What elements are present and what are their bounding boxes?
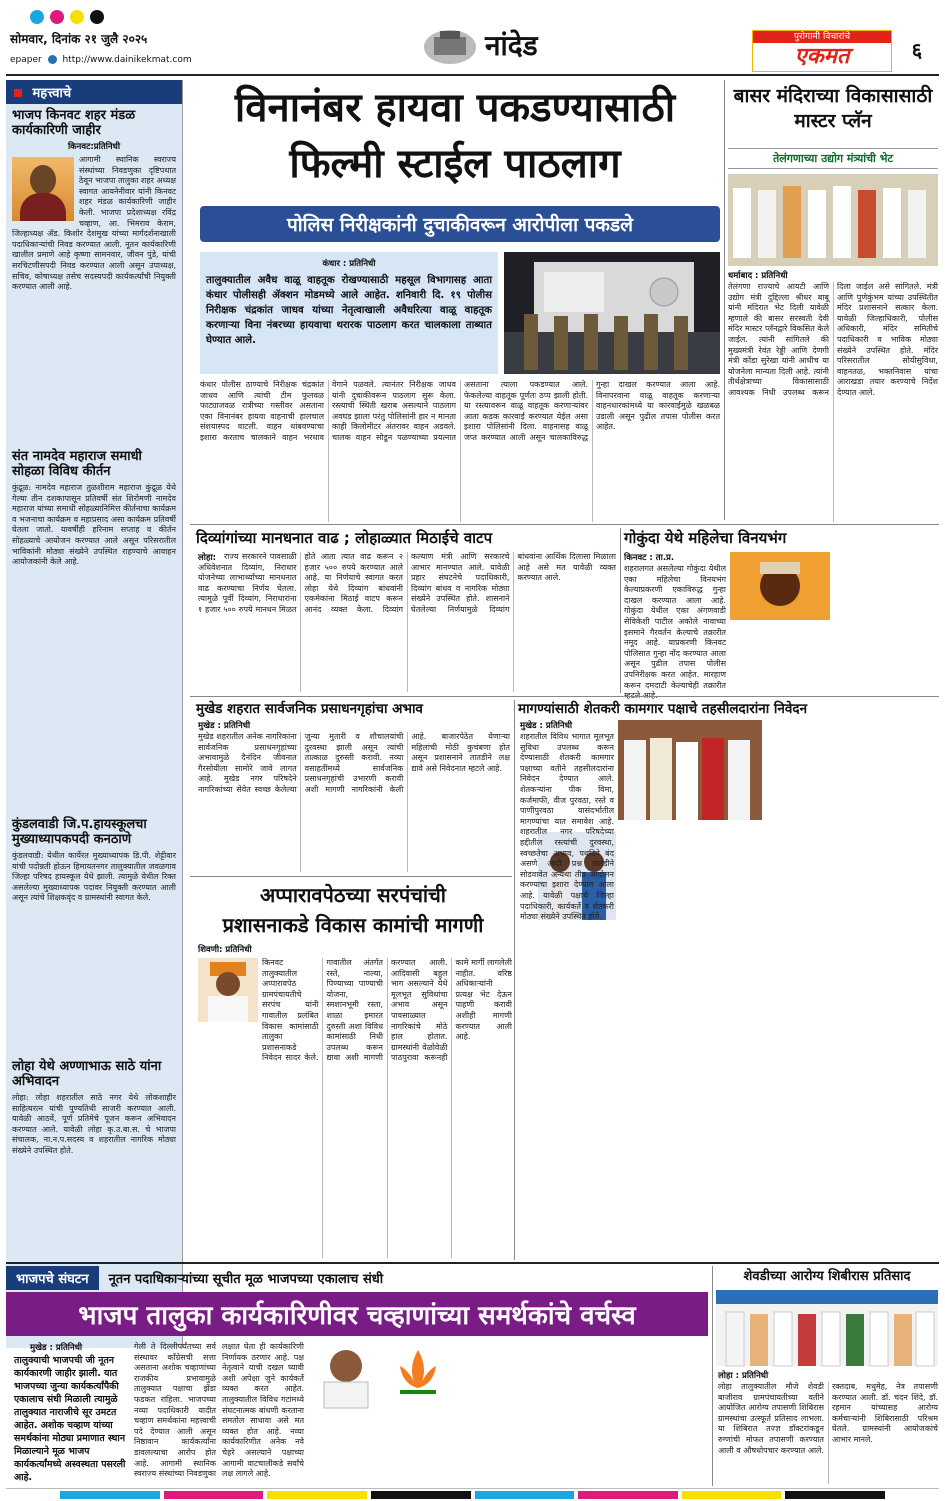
bjp-body-cont2 bbox=[450, 1342, 706, 1484]
appa-headline bbox=[196, 880, 510, 940]
footer-swatch-magenta bbox=[164, 1491, 264, 1499]
rule-3 bbox=[190, 876, 512, 877]
issue-date: सोमवार, दिनांक २१ जुलै २०२५ bbox=[10, 32, 148, 46]
shewdi-headline: शेवडीच्या आरोग्य शिबीरास प्रतिसाद bbox=[743, 1269, 911, 1284]
sidebar bbox=[6, 80, 183, 1348]
bjp-strip-text: नूतन पदाधिकाऱ्यांच्या सूचीत मूळ भाजपच्या एकालाच संधी bbox=[108, 1272, 384, 1287]
bjp-byline: मुखेड : प्रतिनिधी bbox=[30, 1343, 83, 1353]
sidebar-item4-headline: लोहा येथे अण्णाभाऊ साठे यांना अभिवादन bbox=[12, 1059, 162, 1089]
bjp-headline-bar bbox=[6, 1292, 708, 1336]
bjp-intro: तालुक्याची भाजपची जी नूतन कार्यकारणी जाहीर झाली. यात भाजपच्या जुन्या कार्यकर्त्यांपैकी एकालाच संधी मिळाली त्यामुळे तालुक्यात नाराजीचे सूर उमटत आहेत. अशोक चव्हाण यांच्या समर्थकांना मोठ्या प्रमाणात स्थान मिळाल्याने मूळ भाजप कार्यकर्त्यांमध्ये अस्वस्थता पसरली आहे. bbox=[14, 1355, 126, 1483]
mukhed-headline: मुखेड शहरात सार्वजनिक प्रसाधनगृहांचा अभाव bbox=[196, 701, 423, 717]
gokunda-body: शहरालगत असलेल्या गोकुंदा येथील एका महिलेचा विनयभंग केल्याप्रकरणी एकाविरुद्ध गुन्हा दाखल करण्यात आला आहे. गोकुंदा येथील एका अंगणवाडी सेविकेशी पाटील अकोले नावाच्या इसमाने गैरवर्तन केल्याचे तक्रारीत नमूद आहे. याप्रकरणी किनवट पोलिसात गुन्हा नोंद करण्यात आला असून पुढील तपास पोलीस उपनिरीक्षक करत आहेत. मारहाण करून दमदाटी केल्याचेही तक्रारीत bbox=[624, 564, 726, 690]
sidebar-item3-headline: कुंडलवाडी जि.प.हायस्कूलचा मुख्याध्यापकपदी कनठाणे bbox=[12, 817, 147, 847]
sidebar-label bbox=[6, 80, 182, 104]
footer-swatch-black bbox=[371, 1491, 471, 1499]
appa-headline-line2: प्रशासनाकडे विकास कामांची मागणी bbox=[222, 913, 484, 937]
magny-body-side bbox=[766, 720, 938, 920]
basar-photo bbox=[728, 174, 938, 266]
magny-body: शहरातील विविध भागात मूलभूत सुविधा उपलब्ध करून देण्यासाठी शेतकरी कामगार पक्षाच्या वतीने तहसीलदारांना निवेदन देण्यात आले. शेतकऱ्यांना पीक विमा, कर्जमाफी, वीज पुरवठा, रस्ते व पाणीपुरवठा यासंदर्भातील मागण्यांचा यात समावेश आहे. शहरातील नगर परिषदेच्या हद्दीतील रस्त्यांची दुरवस्था, स्वच्छतेचा अभाव, पथदिवे बंद असणे आदी प्रश्न तातडीने सोडवावेत अन्यथा तीव्र आंदोलन करण्याचा इशारा देण्यात आला आहे. यावेळी पक्षाचे जिल्हा पदाधिकारी, कार्यकर्ते व शेतकरी मोठ्या संख्येने उपस्थित होते. bbox=[520, 732, 614, 922]
basar-headline: बासर मंदिराच्या विकासासाठी मास्टर प्लॅन bbox=[733, 85, 933, 132]
bjp-photo-leader bbox=[308, 1342, 384, 1408]
masthead-rule bbox=[6, 74, 939, 76]
basar-byline: धर्माबाद : प्रतिनिधी bbox=[728, 271, 788, 281]
magny-photo-1 bbox=[618, 720, 762, 820]
appa-headline-line1: अप्पारावपेठच्या सरपंचांची bbox=[260, 883, 446, 907]
lead-body: कंधार पोलीस ठाण्याचे निरीक्षक चंद्रकांत जाधव आणि त्यांची टीम फुलवळ फाट्याजवळ रात्रीच्या गस्तीवर असताना एका विनानंबर हायवा वाहनाची हालचाल संशयास्पद वाटली. वाहन थांबवण्याचा इशारा करताच चालकाने वाहन भरधाव वेगाने पळवले. त्यानंतर निरीक्षक जाधव यांनी दुचाकीवरून पाठलाग सुरू केला. रस्त्याची स्थिती खराब असल्याने पाठलाग अवघड झाला परंतु पोलिसांनी हार न मानता काही किलोमीटर अंतरावर वाहन अडवले. चालक वाहन सोडून पळण्याच्या प्रयत्नात असताना त्याला पकडण्यात आले. फेकलेल्या वाहतूक पूर्णतः ठप्प झाली होती. या रस्त्यावरून वाळू वाहतूक करणाऱ्यांवर आता कडक कारवाई करण्यात येईल असा इशारा पोलिसांनी दिला. वाहनासह वाळू जप्त करण्यात आली असून चालकाविरुद्ध गुन्हा दाखल करण्यात आला आहे. विनापरवाना वाळू वाहतूक करणाऱ्या वाहनधारकांमध्ये या कारवाईमुळे खळबळ उडाली असून पुढील तपास पोलीस करत आहेत. bbox=[200, 380, 720, 442]
gokunda-body-cont bbox=[836, 552, 938, 692]
magny-body-cont bbox=[520, 924, 938, 1254]
basar-divider bbox=[724, 80, 725, 520]
footer-color-bar bbox=[60, 1491, 885, 1499]
footer-swatch-cyan-2 bbox=[475, 1491, 575, 1499]
brand-box bbox=[752, 30, 892, 72]
shewdi-body: लोहा तालुक्यातील मौजे शेवडी बाजीराव ग्रामपंचायतीच्या वतीने आयोजित आरोग्य तपासणी शिबिरास ग्रामस्थांचा उत्स्फूर्त प्रतिसाद लाभला. या शिबिरात तज्ज्ञ डॉक्टरांकडून रुग्णांची मोफत तपासणी करण्यात आली व औषधोपचार करण्यात आले. रक्तदाब, मधुमेह, नेत्र तपासणी करण्यात आली. डॉ. चंदन शिंदे, डॉ. रहमान यांच्यासह आरोग्य कर्मचाऱ्यांनी शिबिरासाठी परिश्रम घेतले. ग्रामस्थांनी आयोजकांचे आभार मानले. bbox=[718, 1382, 938, 1455]
sidebar-item1-byline: किनवट:प्रतिनिधी bbox=[67, 142, 121, 152]
appa-byline: शिवणी: प्रतिनिधी bbox=[198, 945, 252, 955]
sidebar-item1-text: आगामी स्थानिक स्वराज्य संस्थांच्या निवडणुका दृष्टिपथात ठेवून भाजपा तालुका शहर अध्यक्ष स्वागत आयनेनीवार यांनी किनवट शहर मंडळ कार्यकारिणी जाहीर केली. भाजपा प्रदेशाध्यक्ष रविंद्र चव्हाण, आ. भिमराव केराम, जिल्हाध्यक्ष ॲड. किशोर देशमुख यांच्या मार्गदर्शनाखाली पदाधिकाऱ्यांची निवड करण्यात आली. नूतन कार्यकारिणी खालील प्रमाणे आहे कृष्णा सामनवार, जीवन पुंडे, यांची सरचिटणीसपदी निवड करण्यात आली असून उपाध्यक्ष, सचिव, कोषाध्यक्ष तसेच सदस्यपदी कार्यकर्त्यांची नियुक्ती करण्यात आली आहे. bbox=[12, 155, 176, 292]
globe-icon bbox=[48, 55, 57, 64]
masthead bbox=[0, 0, 945, 74]
bjp-body-cont bbox=[308, 1412, 446, 1484]
basar-body: तेलंगणा राज्याचे आयटी आणि उद्योग मंत्री दुद्दिल्ला श्रीधर बाबू यांनी मंदिरात भेट दिली यावेळी म्हणाले की बासर सरस्वती देवी मंदिर मास्टर प्लॅनद्वारे विकसित केले जाईल. त्यांनी सांगितले की मुख्यमंत्री रेवंत रेड्डी आणि देणगी मंत्री कोंडा सुरेखा यांनी आधीच या योजनेला मान्यता दिली आहे. त्यांनी तीर्थक्षेत्राच्या विकासासाठी आवश्यक निधी उपलब्ध करून दिला जाईल असे सांगितले. मंत्री आणि पुणेकुंभम यांच्या उपस्थितीत मंदिर प्रशासनाने सत्कार केला. यावेळी जिल्हाधिकारी, पोलीस अधिकारी, मंदिर समितीचे पदाधिकारी व भाविक मोठ्या संख्येने उपस्थित होते. मंदिर परिसरातील सोयीसुविधा, वाहनतळ, भक्तनिवास यांचा आराखडा तयार करण्याचे निर्देश देण्यात आले. bbox=[728, 282, 938, 397]
lead-subhead: पोलिस निरीक्षकांनी दुचाकीवरून आरोपीला पकडले bbox=[286, 214, 634, 236]
footer-swatch-yellow-2 bbox=[682, 1491, 782, 1499]
lead-photo-truck bbox=[504, 252, 720, 374]
shewdi-photo bbox=[716, 1290, 938, 1366]
sidebar-item1-headline: भाजप किनवट शहर मंडळ कार्यकारिणी जाहीर bbox=[12, 108, 136, 138]
divyang-body: राज्य सरकारने पावसाळी अधिवेशनात दिव्यांग, निराधार योजनेच्या लाभार्थ्यांच्या मानधनात वाढ करण्याचा निर्णय घेतला. त्यामुळे पूर्वी दिव्यांग, निराधारांना १ हजार ५०० रुपये मानधन मिळत होते आता त्यात वाढ करून २ हजार ५०० रुपये करण्यात आले आहे. या निर्णयाचे स्वागत करत लोहा येथे दिव्यांग बांधवांनी एकमेकांना मिठाई वाटप करून आनंद व्यक्त केला. दिव्यांग कल्याण मंत्री आणि सरकारचे आभार मानण्यात आले. यावेळी प्रहार संघटनेचे पदाधिकारी, दिव्यांग बांधव व नागरिक मोठ्या संख्येने उपस्थित होते. शासनाने घेतलेल्या निर्णयामुळे दिव्यांग बांधवांना आर्थिक दिलासा मिळाला आहे असे मत यावेळी व्यक्त करण्यात आले. bbox=[198, 552, 616, 614]
mukhed-byline: मुखेड : प्रतिनिधी bbox=[198, 721, 251, 731]
divyang-byline: लोहा: bbox=[198, 553, 217, 563]
footer-swatch-black-2 bbox=[785, 1491, 885, 1499]
lead-headline bbox=[190, 80, 720, 200]
page-number: ६ bbox=[911, 38, 923, 62]
bjp-strip-label: भाजपचे संघटन bbox=[6, 1266, 99, 1290]
brand-name: एकमत bbox=[794, 44, 850, 69]
city-name: नांदेड bbox=[485, 29, 538, 62]
epaper-label: epaper bbox=[10, 55, 42, 65]
footer-swatch-yellow bbox=[267, 1491, 367, 1499]
website-link[interactable]: http://www.dainikekmat.com bbox=[62, 55, 192, 65]
bjp-body: गेली ते दिल्लीपर्यंतच्या सर्व संस्थावर कॉंग्रेसची सत्ता असताना अशोक चव्हाणांच्या राजकीय प्रभावामुळे तालुक्यात पक्षाचा झेंडा फडकत राहिला. भाजपच्या नव्या पदाधिकारी यादीत चव्हाण समर्थकांना महत्त्वाची पदे देण्यात आली असून निष्ठावान कार्यकर्त्यांना डावलल्याचा आरोप होत आहे. आगामी स्थानिक स्वराज्य संस्थांच्या निवडणुका लक्षात घेता ही कार्यकारिणी निर्णायक ठरणार आहे. पक्ष नेतृत्वाने याची दखल घ्यावी अशी अपेक्षा जुने कार्यकर्ते व्यक्त करत आहेत. तालुक्यातील विविध गटांमध्ये संघटनात्मक बांधणी करताना समतोल साधावा असे मत व्यक्त होत आहे. नव्या कार्यकारिणीत अनेक नवे चेहरे असल्याने पक्षाच्या आगामी वाटचालीकडे सर्वांचे लक्ष लागले आहे. bbox=[134, 1342, 304, 1479]
gokunda-byline: किनवट : ता.प्र. bbox=[624, 553, 675, 563]
divyang-headline: दिव्यांगांच्या मानधनात वाढ ; लोहाळ्यात मिठाईचे वाटप bbox=[196, 529, 493, 547]
sidebar-item2-text: कुंद्रूळ: नामदेव महाराज तुळशीराम महाराज कुंद्रूळ येथे गेल्या तीन दशकापासून प्रतिवर्षी संत शिरोमणी नामदेव महाराज यांच्या समाधी सोहळ्यानिमित्त कीर्तनाचा कार्यक्रम व भजनाचा कार्यक्रम व महाप्रसाद असा कार्यक्रम प्रतिवर्षी घेतला जातो. यावर्षीही हरिनाम सप्ताह व कीर्तन सोहळ्याचे आयोजन करण्यात आले असून परिसरातील भाविकांनी मोठ्या संख्येने उपस्थित राहण्याचे आवाहन आयोजकांनी केले आहे. bbox=[12, 483, 176, 567]
bullet-icon bbox=[14, 89, 22, 97]
lotus-icon bbox=[390, 1342, 446, 1408]
sidebar-label-text: महत्त्वाचे bbox=[32, 86, 72, 101]
footer-swatch-cyan bbox=[60, 1491, 160, 1499]
footer-rule bbox=[6, 1488, 939, 1489]
magny-byline: मुखेड : प्रतिनिधी bbox=[520, 721, 573, 731]
sidebar-item4-text: लोहा: लोहा शहरातील साठे नगर येथे लोकशाहीर साहित्यरत्न यांची पुण्यतिथी साजरी करण्यात आली. यावेळी आठवें, पूर्ण प्रतिमेचे पूजन करून अभिवादन करण्यात आले. यावेळी लोहा कृ.उ.बा.स. चे भाजपा संचालक, ना.न.प.सदस्य व शहरातील नागरिक मोठ्या संख्येने उपस्थित होते. bbox=[12, 1093, 176, 1155]
brand-tagline: पुरोगामी विचारांचे bbox=[753, 31, 891, 43]
magny-divider bbox=[514, 700, 515, 1260]
appa-body: किनवट तालुक्यातील अप्पारावपेठ ग्रामपंचायतीचे सरपंच यांनी गावातील प्रलंबित विकास कामांसाठी तालुका प्रशासनाकडे निवेदन सादर केले. गावातील अंतर्गत रस्ते, नाल्या, पिण्याच्या पाण्याची योजना, स्मशानभूमी रस्ता, शाळा इमारत दुरुस्ती अशा विविध कामांसाठी निधी उपलब्ध करून द्यावा अशी मागणी करण्यात आली. आदिवासी बहुल भाग असल्याने येथे मूलभूत सुविधांचा अभाव असून पावसाळ्यात नागरिकांचे मोठे हाल होतात. ग्रामस्थांनी वेळोवेळी पाठपुरावा करूनही कामे मार्गी लागलेली नाहीत. वरिष्ठ अधिकाऱ्यांनी प्रत्यक्ष भेट देऊन पाहणी करावी अशीही मागणी करण्यात आली आहे. bbox=[262, 958, 512, 1063]
lead-byline: कंधार : प्रतिनिधी bbox=[322, 259, 376, 269]
basar-subhead: तेलंगणाच्या उद्योग मंत्र्यांची भेट bbox=[728, 148, 938, 169]
gokunda-photo bbox=[730, 552, 830, 620]
footer-swatch-magenta-2 bbox=[578, 1491, 678, 1499]
rule-4 bbox=[6, 1262, 939, 1264]
epaper-line bbox=[10, 55, 330, 65]
sidebar-item2-headline: संत नामदेव महाराज समाधी सोहळा विविध कीर्तन bbox=[12, 449, 142, 479]
sidebar-item1-photo bbox=[12, 157, 74, 221]
shewdi-divider bbox=[712, 1266, 713, 1486]
rule-2 bbox=[190, 696, 939, 697]
lead-headline-line1: विनानंबर हायवा पकडण्यासाठी bbox=[234, 85, 676, 131]
lead-headline-line2: फिल्मी स्टाईल पाठलाग bbox=[289, 141, 621, 187]
lead-intro: तालुक्यातील अवैध वाळू वाहतूक रोखण्यासाठी महसूल विभागासह आता कंधार पोलीसही ॲक्शन मोडमध्ये आले आहेत. शनिवारी दि. १९ पोलीस निरीक्षक चंद्रकांत जाधव यांच्या नेतृत्वाखाली अवैधरित्या वाळू वाहतूक करणाऱ्या विना नंबरच्या हायवाचा थरारक पाठलाग करत चालकाला ताब्यात घेण्यात आले. bbox=[206, 275, 492, 346]
city-logo bbox=[420, 27, 480, 67]
bjp-headline: भाजप तालुका कार्यकारिणीवर चव्हाणांच्या समर्थकांचे वर्चस्व bbox=[78, 1301, 636, 1331]
shewdi-byline: लोहा : प्रतिनिधी bbox=[718, 1371, 769, 1381]
rule-1 bbox=[190, 524, 939, 525]
lead-intro-box bbox=[200, 252, 498, 374]
magny-headline: मागण्यांसाठी शेतकरी कामगार पक्षाचे तहसीलदारांना निवेदन bbox=[518, 701, 808, 717]
mukhed-body: मुखेड शहरातील अनेक नागरिकांना सार्वजनिक प्रसाधनगृहांच्या अभावामुळे दैनंदिन जीवनात गैरसोयीला सामोरे जावे लागत आहे. मुखेड नगर परिषदेने नागरिकांच्या सेवेत स्वच्छ केलेल्या जुन्या मुतारी व शौचालयांची दुरवस्था झाली असून त्यांची तात्काळ दुरुस्ती करावी. नव्या वसाहतींमध्ये सार्वजनिक प्रसाधनगृहांची उभारणी करावी अशी मागणी नागरिकांनी केली आहे. बाजारपेठेत येणाऱ्या महिलांची मोठी कुचंबणा होत असून प्रशासनाने तातडीने लक्ष द्यावे असे निवेदनात म्हटले आहे. bbox=[198, 732, 510, 794]
gokunda-divider bbox=[620, 528, 621, 693]
sidebar-item3-text: कुंडलवाडी: येथील कार्येरत मुख्याध्यापक डि.पी. शेट्टीवार यांची पदोन्नती होऊन हिमायतनगर तालुक्यातील जवळगाव जिल्हा परिषद हायस्कूल येथे झाली. त्यामुळे येथील रिक्त असलेल्या मुख्याध्यापक पदावर नियुक्ती करण्यात आली असून त्यांचे शिक्षकवृंद व ग्रामस्थांनी स्वागत केले. bbox=[12, 851, 176, 903]
appa-photo bbox=[198, 958, 258, 1022]
lead-subhead-bar bbox=[200, 206, 720, 242]
gokunda-headline: गोकुंदा येथे महिलेचा विनयभंग bbox=[624, 529, 787, 547]
bjp-strip bbox=[6, 1266, 708, 1290]
